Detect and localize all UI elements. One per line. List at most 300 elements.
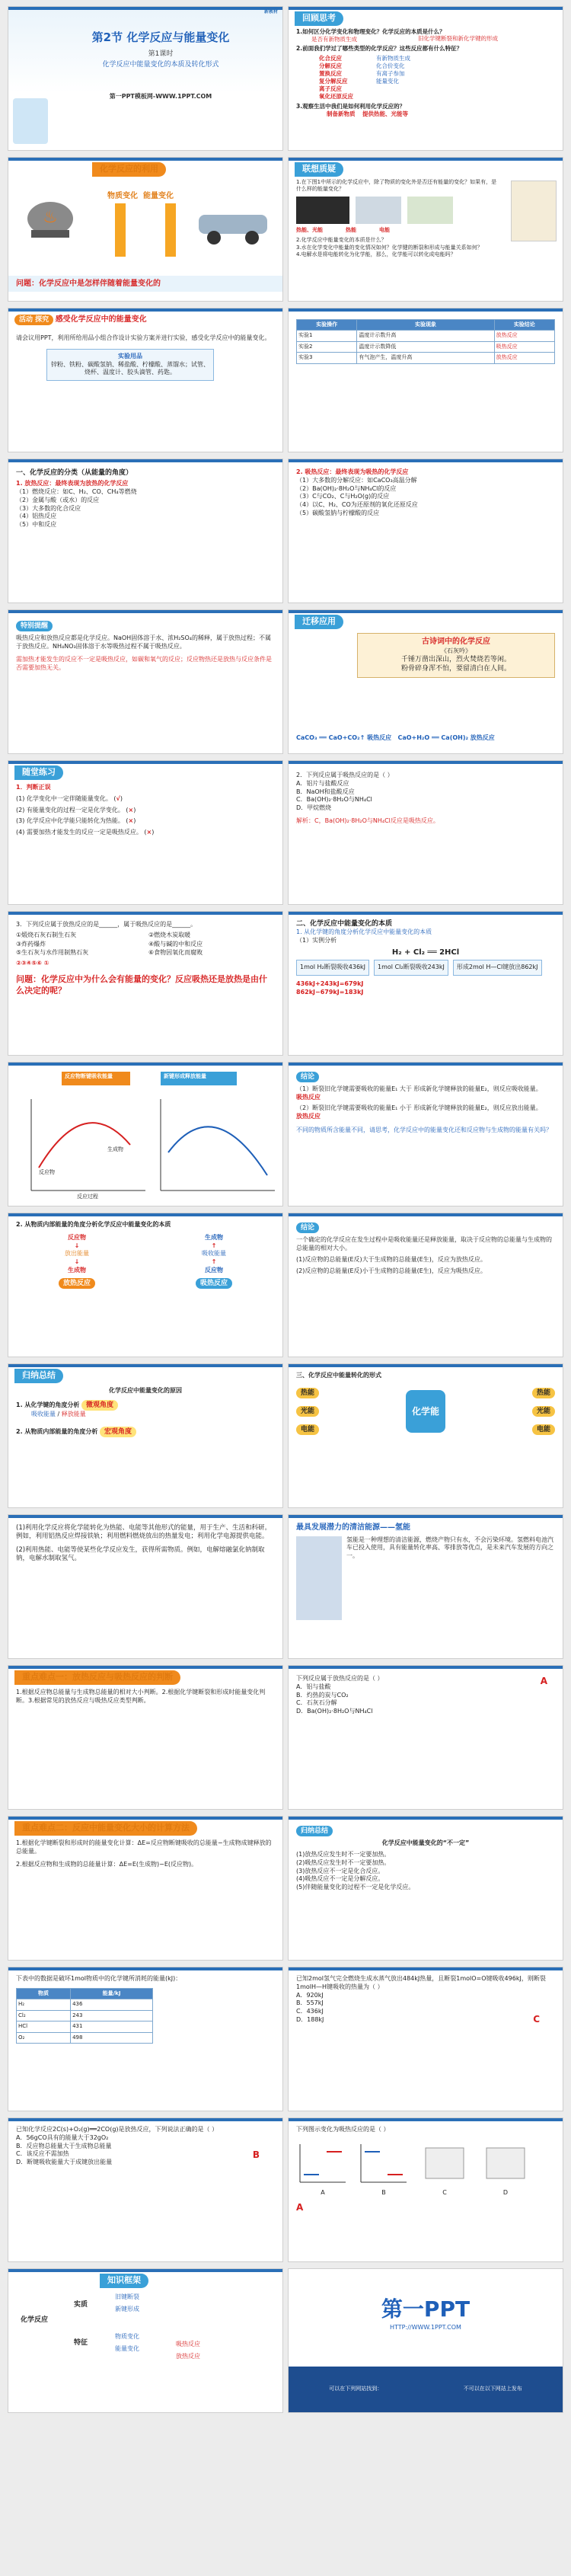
energy-form: 热能	[532, 1388, 555, 1398]
label-energy: 能量变化	[142, 192, 174, 200]
slide-question-5	[288, 1967, 563, 2111]
slide-energy-diagram	[8, 1062, 283, 1207]
answer: B	[252, 2149, 260, 2160]
option: ⑤生石灰与水作用制熟石灰	[16, 949, 89, 957]
question-3: 3.观察生活中我们是如何利用化学反应的？	[296, 103, 406, 110]
top-bar	[8, 1063, 282, 1066]
slide-question-3	[8, 911, 283, 1056]
slide-conclusion-2	[288, 1213, 563, 1357]
table-cell: H₂	[17, 1999, 71, 2010]
section-label: 第2节	[91, 30, 123, 44]
summary-sub: 吸收能量	[31, 1410, 56, 1417]
pair-left: 置换反应	[319, 69, 342, 77]
energy-form: 电能	[532, 1424, 555, 1435]
slide-hydrogen	[288, 1514, 563, 1659]
slide-heading: 重点难点二：反应中能量变化大小的计算方法	[14, 1821, 197, 1836]
leaf: 新键形成	[115, 2306, 139, 2312]
reminder-note: 需加热才能发生的反应不一定是吸热反应，如碳和氧气的反应；反应物热还是放热与反应条件是否需要加热无关。	[16, 655, 272, 671]
table-cell: 温度计示数降低	[357, 341, 494, 352]
question: 已知2mol氢气完全燃烧生成水蒸气放出484kJ热量，且断裂1molO=O键吸收496kJ，则断裂1molH—H键吸收的热量为（ ）	[296, 1975, 546, 1990]
slide-question-4	[288, 1665, 563, 1810]
item-text: (4) 需要加热才能发生的反应一定是吸热反应。	[16, 829, 142, 836]
top-bar	[8, 761, 282, 764]
lesson-label: 第1课时	[148, 50, 174, 59]
bond-box: 1mol Cl₂断裂吸收243kJ	[374, 960, 448, 976]
bond-box: 形成2mol H—Cl键放出862kJ	[453, 960, 542, 976]
arrow-columns	[115, 203, 176, 257]
slide-essence	[288, 911, 563, 1056]
poem-verse-2: 粉骨碎身浑不怕，要留清白在人间。	[400, 665, 511, 673]
summary-heading: 化学反应中能量变化的原因	[109, 1387, 182, 1394]
table-row	[17, 2032, 153, 2043]
label-break: 反应物断键吸收能量	[65, 1073, 113, 1079]
key-text: 1.根据反应物总能量与生成物总能量的相对大小判断。2.根据化学键断裂和形成时能量变化判断。3.根据常见的放热反应与吸热反应类型判断。	[16, 1689, 266, 1704]
section-heading: 2. 从物质内部能量的角度分析化学反应中能量变化的本质	[16, 1221, 171, 1228]
exo-panel: 反应物 ↓ 放出能量 ↓ 生成物 放热反应	[16, 1234, 138, 1289]
item-answer: √	[116, 794, 120, 802]
top-bar	[8, 1817, 282, 1820]
question-banner: 问题：化学反应中是怎样伴随着能量变化的	[8, 276, 282, 292]
list-item: (1)放热反应发生时不一定要加热。	[296, 1850, 391, 1858]
energy-curve	[168, 1127, 267, 1175]
table-header: 实验现象	[357, 320, 494, 331]
option: D．Ba(OH)₂·8H₂O与NH₄Cl	[296, 1708, 373, 1715]
leaf: 吸热反应	[176, 2341, 200, 2347]
option: ④酸与碱的中和反应	[148, 940, 203, 948]
summary-sub: 释放能量	[61, 1410, 86, 1417]
slide-title	[8, 6, 283, 151]
image-label: 热能、光能	[296, 226, 323, 233]
table-cell: 放热反应	[494, 331, 554, 341]
conclusion-3: (2)反应物的总能量(E反)小于生成物的总能量(E生)，反应为吸热反应。	[296, 1267, 486, 1274]
option: ②燃烧木炭取暖	[148, 931, 191, 938]
slide-key-2	[8, 1816, 283, 1961]
option: A．56gCO具有的能量大于32gO₂	[16, 2133, 109, 2141]
paragraph-1: (1)利用化学反应将化学能转化为热能、电能等其他形式的能量，用于生产、生活和科研。例如，利用铝热反应焊接铁轨；利用燃料燃烧放出的热量发电；利用化学电源提供电能。	[16, 1524, 272, 1541]
top-bar	[8, 1515, 282, 1518]
top-bar	[8, 2118, 282, 2121]
list-item: （5）中和反应	[16, 521, 57, 529]
slide-conversion	[288, 1363, 563, 1508]
top-bar	[289, 1213, 563, 1216]
summary-tag: 归纳总结	[296, 1826, 333, 1836]
end-site: HTTP://WWW.1PPT.COM	[390, 2323, 461, 2331]
conclusion-1: （1）断裂旧化学键需要吸收的能量E₁ 大于 形成新化学键释放的能量E₂，则反应吸收能量。	[296, 1085, 542, 1093]
top-bar	[289, 308, 563, 312]
photo-thumb	[511, 181, 557, 241]
label-form: 新键形成释放能量	[164, 1073, 206, 1079]
table-header: 实验结论	[494, 320, 554, 331]
item-answer: ×	[146, 829, 152, 836]
answer-1b: 旧化学键断裂和新化学键的形成	[418, 35, 498, 43]
list-item: (3)放热反应不一定是化合反应。	[296, 1867, 384, 1874]
poem-name: 《石灰吟》	[441, 647, 471, 654]
slide-classification	[8, 459, 283, 603]
calc-2: 862kJ−679kJ=183kJ	[296, 988, 364, 996]
table-row	[297, 331, 555, 341]
top-bar	[8, 610, 282, 613]
slide-heading: 回顾思考	[295, 11, 343, 26]
table-cell: 吸热反应	[494, 341, 554, 352]
car-image	[191, 196, 275, 249]
option: D．甲烷燃烧	[296, 804, 332, 812]
node-essence: 实质	[74, 2301, 88, 2309]
slide-heading: 联想质疑	[295, 162, 343, 177]
hydrogen-text: 氢能是一种理想的清洁能源，燃烧产物只有水，不会污染环境。氢燃料电池汽车已投入使用，具有能量转化率高、零排放等优点，是未来汽车发展的方向之一。	[346, 1536, 553, 1560]
pair-right: 有离子参加	[376, 69, 405, 77]
list-item: （4）铝热反应	[16, 513, 57, 520]
list-item: （5）碳酸氢钠与柠檬酸的反应	[296, 509, 380, 516]
pair-right: 有新物质生成	[376, 54, 410, 62]
option: B．NaOH和盐酸反应	[296, 788, 355, 795]
table-cell: O₂	[17, 2032, 71, 2043]
list-item: （3）大多数的化合反应	[16, 504, 81, 512]
conclusion-tag: 结论	[296, 1072, 319, 1082]
endo-heading: 2. 吸热反应：最终表现为吸热的化学反应	[296, 468, 409, 475]
top-bar	[8, 158, 282, 161]
summary-point: 2. 从物质内部能量的角度分析	[16, 1427, 98, 1435]
equation-1: CaCO₃ ══ CaO+CO₂↑ 吸热反应	[296, 734, 392, 742]
slide-usage	[8, 157, 283, 302]
product-label: 生成物	[205, 1233, 223, 1241]
top-bar	[289, 610, 563, 613]
right-forms	[532, 1388, 555, 1435]
list-item: （4）以C、H₂、CO为还原剂的氧化还原反应	[296, 501, 418, 509]
gas-stove-image	[16, 188, 85, 241]
table-cell: 实验1	[297, 331, 357, 341]
pair-right: 化合价变化	[376, 62, 405, 69]
section-heading: 二、化学反应中能量变化的本质	[296, 920, 393, 928]
slide-question-6	[8, 2117, 283, 2262]
summary-point: 1. 从化学键的角度分析	[16, 1401, 80, 1408]
top-bar	[289, 2118, 563, 2121]
left-forms	[296, 1388, 319, 1435]
endo-panel: 生成物 ↑ 吸收能量 ↑ 反应物 吸热反应	[153, 1234, 275, 1289]
reactant-label: 反应物	[68, 1233, 86, 1241]
slide-practice: 随堂练习 1．判断正误 (1) 化学变化中一定伴随能量变化。 (√) (2) 有能量变化的过程一定是化学变化。 (×) (3) 化学反应中化学能只能转化为热能。 (×) (4) 需要加热才能发生的反应一定是吸热反应。 (×)	[8, 760, 283, 905]
option: A．920kJ	[296, 1991, 324, 1999]
list-item: (5)伴随能量变化的过程不一定是化学反应。	[296, 1884, 415, 1891]
poem-verse-1: 千锤万凿出深山，烈火焚烧若等闲。	[400, 656, 511, 664]
label-reactant: 反应物	[39, 1169, 55, 1175]
slide-application	[8, 1514, 283, 1659]
slide-transfer	[288, 609, 563, 754]
practice-sub: 1．判断正误	[16, 784, 51, 791]
calc-1: 436kJ+243kJ=679kJ	[296, 980, 364, 988]
table-header: 物质	[17, 1988, 71, 1999]
table-cell: 放热反应	[494, 353, 554, 363]
equation-2: CaO+H₂O ══ Ca(OH)₂ 放热反应	[397, 734, 495, 742]
question-banner: 问题：化学反应中为什么会有能量的变化？反应吸热还是放热是由什么决定的呢？	[16, 973, 267, 996]
poem-heading: 古诗词中的化学反应	[422, 638, 490, 646]
summary-tag: 宏观角度	[100, 1427, 136, 1437]
list-item: （1）大多数的分解反应：如CaCO₃高温分解	[296, 476, 417, 484]
table-cell: 431	[71, 2021, 153, 2032]
answer: 解析：C，Ba(OH)₂·8H₂O与NH₄Cl反应是吸热反应。	[296, 817, 439, 824]
top-bar	[289, 7, 563, 10]
table-cell: Cl₂	[17, 2010, 71, 2021]
top-bar	[8, 1213, 282, 1216]
graph-option	[296, 2140, 349, 2197]
top-bar	[289, 1967, 563, 1970]
node-feature: 特征	[74, 2339, 88, 2347]
experiment-table	[296, 319, 555, 364]
summary-title: 化学反应中能量变化的“不一定”	[381, 1839, 470, 1847]
release-label: 放出能量	[65, 1250, 89, 1258]
prompt-1: 1.在下图1中所示的化学反应中，除了物质的变化外是否还有能量的变化？如果有，是什么样的能量变化？	[296, 179, 497, 193]
list-item: （2）金属与酸（或水）的反应	[16, 496, 100, 503]
pair-left: 分解反应	[319, 62, 342, 69]
conclusion-1: 一个确定的化学反应在发生过程中是吸收能量还是释放能量，取决于反应物的总能量与生成物的总能量的相对大小。	[296, 1236, 552, 1251]
question: 已知化学反应2C(s)+O₂(g)══2CO(g)是放热反应，下列说法正确的是（ ）	[16, 2126, 219, 2133]
item-text: (1) 化学变化中一定伴随能量变化。	[16, 794, 112, 802]
item-text: (2) 有能量变化的过程一定是化学变化。	[16, 806, 124, 813]
slide-activity	[8, 308, 283, 452]
top-bar	[289, 1364, 563, 1367]
top-bar	[8, 1666, 282, 1669]
option: B．反应物总能量大于生成物总能量	[16, 2142, 112, 2149]
option: B．灼热的炭与CO₂	[296, 1691, 349, 1699]
slide-key-1	[8, 1665, 283, 1810]
answer-3a: 制备新物质	[327, 110, 356, 118]
product-label: 生成物	[68, 1266, 86, 1274]
kit-title: 实验用品	[118, 352, 142, 360]
leaf: 旧键断裂	[115, 2293, 139, 2300]
table-cell: 温度计示数升高	[357, 331, 494, 341]
rocket-image	[296, 1536, 342, 1620]
top-bar	[289, 761, 563, 764]
table-row	[297, 353, 555, 363]
label-process: 反应过程	[77, 1194, 98, 1200]
slide-question-7	[288, 2117, 563, 2262]
leaf: 放热反应	[176, 2353, 200, 2360]
sub-heading: 1. 从化学键的角度分析化学反应中能量变化的本质	[296, 928, 432, 936]
energy-form: 热能	[296, 1388, 319, 1398]
pair-left: 离子反应	[319, 85, 342, 92]
slide-associate	[288, 157, 563, 302]
energy-diagram	[8, 1069, 283, 1206]
list-item: （3）C与CO₂、C与H₂O(g)的反应	[296, 493, 390, 500]
graph-option	[418, 2140, 471, 2197]
slide-heading: 随堂练习	[14, 765, 63, 780]
method-1: 1.根据化学键断裂和形成时的能量变化计算：ΔE=反应物断键吸收的总能量−生成物成键释放的总能量。	[16, 1839, 272, 1855]
exo-heading: 1. 放热反应：最终表现为放热的化学反应	[16, 480, 129, 487]
graph-option	[479, 2140, 532, 2197]
energy-form: 电能	[296, 1424, 319, 1435]
section-heading: 三、化学反应中能量转化的形式	[296, 1372, 381, 1379]
answer-1a: 是否有新物质生成	[311, 36, 357, 43]
summary-tag: 微观角度	[81, 1400, 118, 1411]
pair-list	[319, 55, 555, 101]
activity-subtitle: 感受化学反应中的能量变化	[55, 315, 147, 324]
exo-tag: 放热反应	[59, 1278, 95, 1289]
slide-reminder	[8, 609, 283, 754]
table-cell: 436	[71, 1999, 153, 2010]
slide-bond-table	[8, 1967, 283, 2111]
follow-up-question: 不同的物质所含能量不同，请思考，化学反应中的能量变化还和反应物与生成物的能量有关吗？	[296, 1127, 552, 1134]
slide-heading: 知识框架	[100, 2274, 148, 2288]
list-item: （1）燃烧反应：如C、H₂、CO、CH₄等燃烧	[16, 487, 137, 495]
table-cell: HCl	[17, 2021, 71, 2032]
slide-conclusion-1	[288, 1062, 563, 1207]
option-label: C	[442, 2188, 447, 2196]
option: ①煅烧石灰石制生石灰	[16, 931, 77, 938]
top-bar	[289, 459, 563, 462]
chemical-energy: 化学能	[406, 1390, 445, 1433]
conclusion-2: (1)反应物的总能量(E反)大于生成物的总能量(E生)，反应为放热反应。	[296, 1255, 486, 1263]
paragraph-2: (2)利用热能、电能等使某些化学反应发生，获得所需物质。例如，电解熔融氯化钠制取钠，电解水制取氢气。	[16, 1545, 265, 1563]
slide-summary: 归纳总结 化学反应中能量变化的原因 1. 从化学键的角度分析 微观角度 吸收能量 / 释放能量 2. 从物质内部能量的角度分析 宏观角度	[8, 1363, 283, 1508]
slide-question-2	[288, 760, 563, 905]
slide-heading: 重点难点一：放热反应与吸热反应的判断	[14, 1670, 180, 1685]
option: C．436kJ	[296, 2008, 324, 2015]
answer: A	[540, 1676, 547, 1686]
top-bar	[8, 459, 282, 462]
decor-image	[13, 98, 48, 144]
prompt-2: 2.化学反应中能量变化的本质是什么？	[296, 237, 387, 244]
answer: C	[533, 2014, 540, 2025]
pair-left: 化合反应	[319, 54, 342, 62]
table-row	[17, 1999, 153, 2010]
site-text: 第一PPT模板网-WWW.1PPT.COM	[109, 92, 212, 100]
option-label: B	[381, 2188, 386, 2196]
activity-tag: 活动 探究	[14, 315, 53, 325]
option: A．铝片与盐酸反应	[296, 779, 349, 787]
leaf: 能量变化	[115, 2345, 139, 2352]
top-bar	[8, 308, 282, 312]
endo-tag: 吸热反应	[196, 1278, 232, 1289]
option: C．Ba(OH)₂·8H₂O与NH₄Cl	[296, 796, 372, 804]
option: ③炸药爆炸	[16, 940, 46, 948]
answer: A	[296, 2202, 304, 2213]
absorb-label: 吸收能量	[202, 1250, 226, 1258]
item-answer: ×	[128, 806, 134, 813]
table-row	[17, 2010, 153, 2021]
table-cell: 实验2	[297, 341, 357, 352]
option: D．断键吸收能量大于成键放出能量	[16, 2159, 113, 2166]
graph-option	[357, 2140, 410, 2197]
label-product: 生成物	[107, 1146, 123, 1152]
label-matter: 物质变化	[107, 192, 138, 200]
kit-box	[46, 349, 214, 381]
slide-review	[288, 6, 563, 151]
top-bar	[8, 2269, 282, 2272]
section-heading: 一、化学反应的分类（从能量的角度）	[16, 469, 133, 477]
conclusion-2: （2）断裂旧化学键需要吸收的能量E₁ 小于 形成新化学键释放的能量E₂，则反应放出能量。	[296, 1104, 542, 1111]
poem-card	[357, 633, 555, 678]
image-label: 热能	[346, 226, 356, 233]
top-bar	[8, 7, 282, 10]
slide-endothermic	[288, 459, 563, 603]
option-label: A	[321, 2188, 325, 2196]
table-row	[17, 2021, 153, 2032]
question: 下列图示变化为吸热反应的是（ ）	[296, 2126, 390, 2133]
table-row	[297, 341, 555, 352]
table-cell: 有气泡产生，温度升高	[357, 353, 494, 363]
slide-framework	[8, 2268, 283, 2413]
answer: ②③④⑤⑥ ①	[16, 960, 49, 967]
pair-left: 氧化还原反应	[319, 93, 353, 101]
item-text: (3) 化学反应中化学能只能转化为热能。	[16, 817, 124, 825]
slide-heading: 化学反应的利用	[92, 162, 166, 177]
table-cell: 实验3	[297, 353, 357, 363]
reaction: H₂ + Cl₂ ══ 2HCl	[391, 948, 460, 957]
slide-title-text: 化学反应与能量变化	[126, 30, 230, 44]
footer-right: 不可以在以下网站上发布	[463, 2386, 522, 2392]
leaf: 物质变化	[115, 2333, 139, 2340]
top-bar	[289, 1817, 563, 1820]
top-bar	[8, 912, 282, 915]
prompt-4: 4.电解水是将电能转化为化学能，那么，化学能可以转化成电能吗？	[296, 251, 456, 258]
slide-not-necessarily	[288, 1816, 563, 1961]
question-2: 2.前面我们学过了哪些类型的化学反应？这些反应都有什么特征？	[296, 45, 463, 53]
kit-items: 锌粉、铁粉、碳酸氢钠、稀盐酸、柠檬酸、蒸馏水；试管、烧杯、温度计、胶头滴管、药匙。	[51, 360, 209, 376]
list-item: （2）Ba(OH)₂·8H₂O与NH₄Cl的反应	[296, 484, 397, 492]
top-bar	[8, 1364, 282, 1367]
end-logo: 第一PPT	[381, 2296, 471, 2322]
option: ⑥食物因氧化而腐败	[148, 949, 203, 957]
question: 下列反应属于放热反应的是（ ）	[296, 1675, 384, 1682]
question: 3．下列反应属于放热反应的是______，属于吸热反应的是______。	[16, 921, 197, 928]
prompt-3: 3.水在化学变化中能量的变化情况如何？化学键的断裂和形成与能量关系如何？	[296, 244, 483, 251]
option: D．188kJ	[296, 2015, 324, 2023]
table-header: 实验操作	[297, 320, 357, 331]
subtitle: 化学反应中能量变化的本质及转化形式	[102, 61, 219, 69]
question: 2．下列反应属于吸热反应的是（ ）	[296, 772, 394, 778]
bond-box: 1mol H₂断裂吸收436kJ	[296, 960, 369, 976]
top-bar	[289, 1515, 563, 1518]
option: C．该反应不需加热	[16, 2150, 69, 2158]
option: C．石灰石分解	[296, 1699, 337, 1707]
slide-heading: 归纳总结	[14, 1369, 63, 1383]
footer-left: 可以在下列网站找到：	[329, 2386, 383, 2392]
energy-form: 光能	[532, 1406, 555, 1417]
table-cell: 498	[71, 2032, 153, 2043]
activity-desc: 请会议用PPT，利用所给用品小组合作设计实验方案并进行实验，感受化学反应中的能量变化。	[16, 334, 271, 341]
endo-label: 吸热反应	[296, 1093, 321, 1101]
brand-label: 新教材	[263, 9, 278, 14]
answer-3b: 提供热能、光能等	[362, 110, 409, 118]
top-bar	[289, 158, 563, 161]
slide-experiment-table	[288, 308, 563, 452]
reactant-label: 反应物	[205, 1266, 223, 1274]
option-label: D	[502, 2188, 509, 2196]
root-node: 化学反应	[21, 2316, 49, 2324]
top-bar	[289, 1666, 563, 1669]
question: 下表中的数据是破坏1mol物质中的化学键所消耗的能量(kJ)：	[16, 1975, 182, 1982]
slide-internal-energy	[8, 1213, 283, 1357]
energy-form: 光能	[296, 1406, 319, 1417]
slide-end	[288, 2268, 563, 2413]
item-answer: ×	[128, 817, 134, 825]
reminder-text: 吸热反应和放热反应都是化学反应。NaOH固体溶于水、浓H₂SO₄的稀释，属于放热过程；不属于放热反应。NH₄NO₃固体溶于水等吸热过程不属于吸热反应。	[16, 634, 272, 650]
top-bar	[8, 1967, 282, 1970]
top-bar	[289, 912, 563, 915]
reminder-tag: 特别提醒	[16, 621, 53, 631]
hydrogen-title: 最具发展潜力的清洁能源——氢能	[296, 1523, 410, 1532]
top-bar	[289, 1063, 563, 1066]
energy-curve	[39, 1123, 130, 1168]
pair-right: 能量变化	[376, 77, 399, 85]
list-item: (2)吸热反应发生时不一定要加热。	[296, 1858, 391, 1866]
example-label: （1）实例分析	[296, 936, 337, 944]
table-cell: 243	[71, 2010, 153, 2021]
bond-table	[16, 1988, 153, 2044]
option: A．铝与盐酸	[296, 1683, 331, 1690]
method-2: 2.根据反应物和生成物的总能量计算：ΔE=E(生成物)−E(反应物)。	[16, 1860, 198, 1868]
slide-heading: 迁移应用	[295, 615, 343, 629]
pair-left: 复分解反应	[319, 77, 348, 85]
